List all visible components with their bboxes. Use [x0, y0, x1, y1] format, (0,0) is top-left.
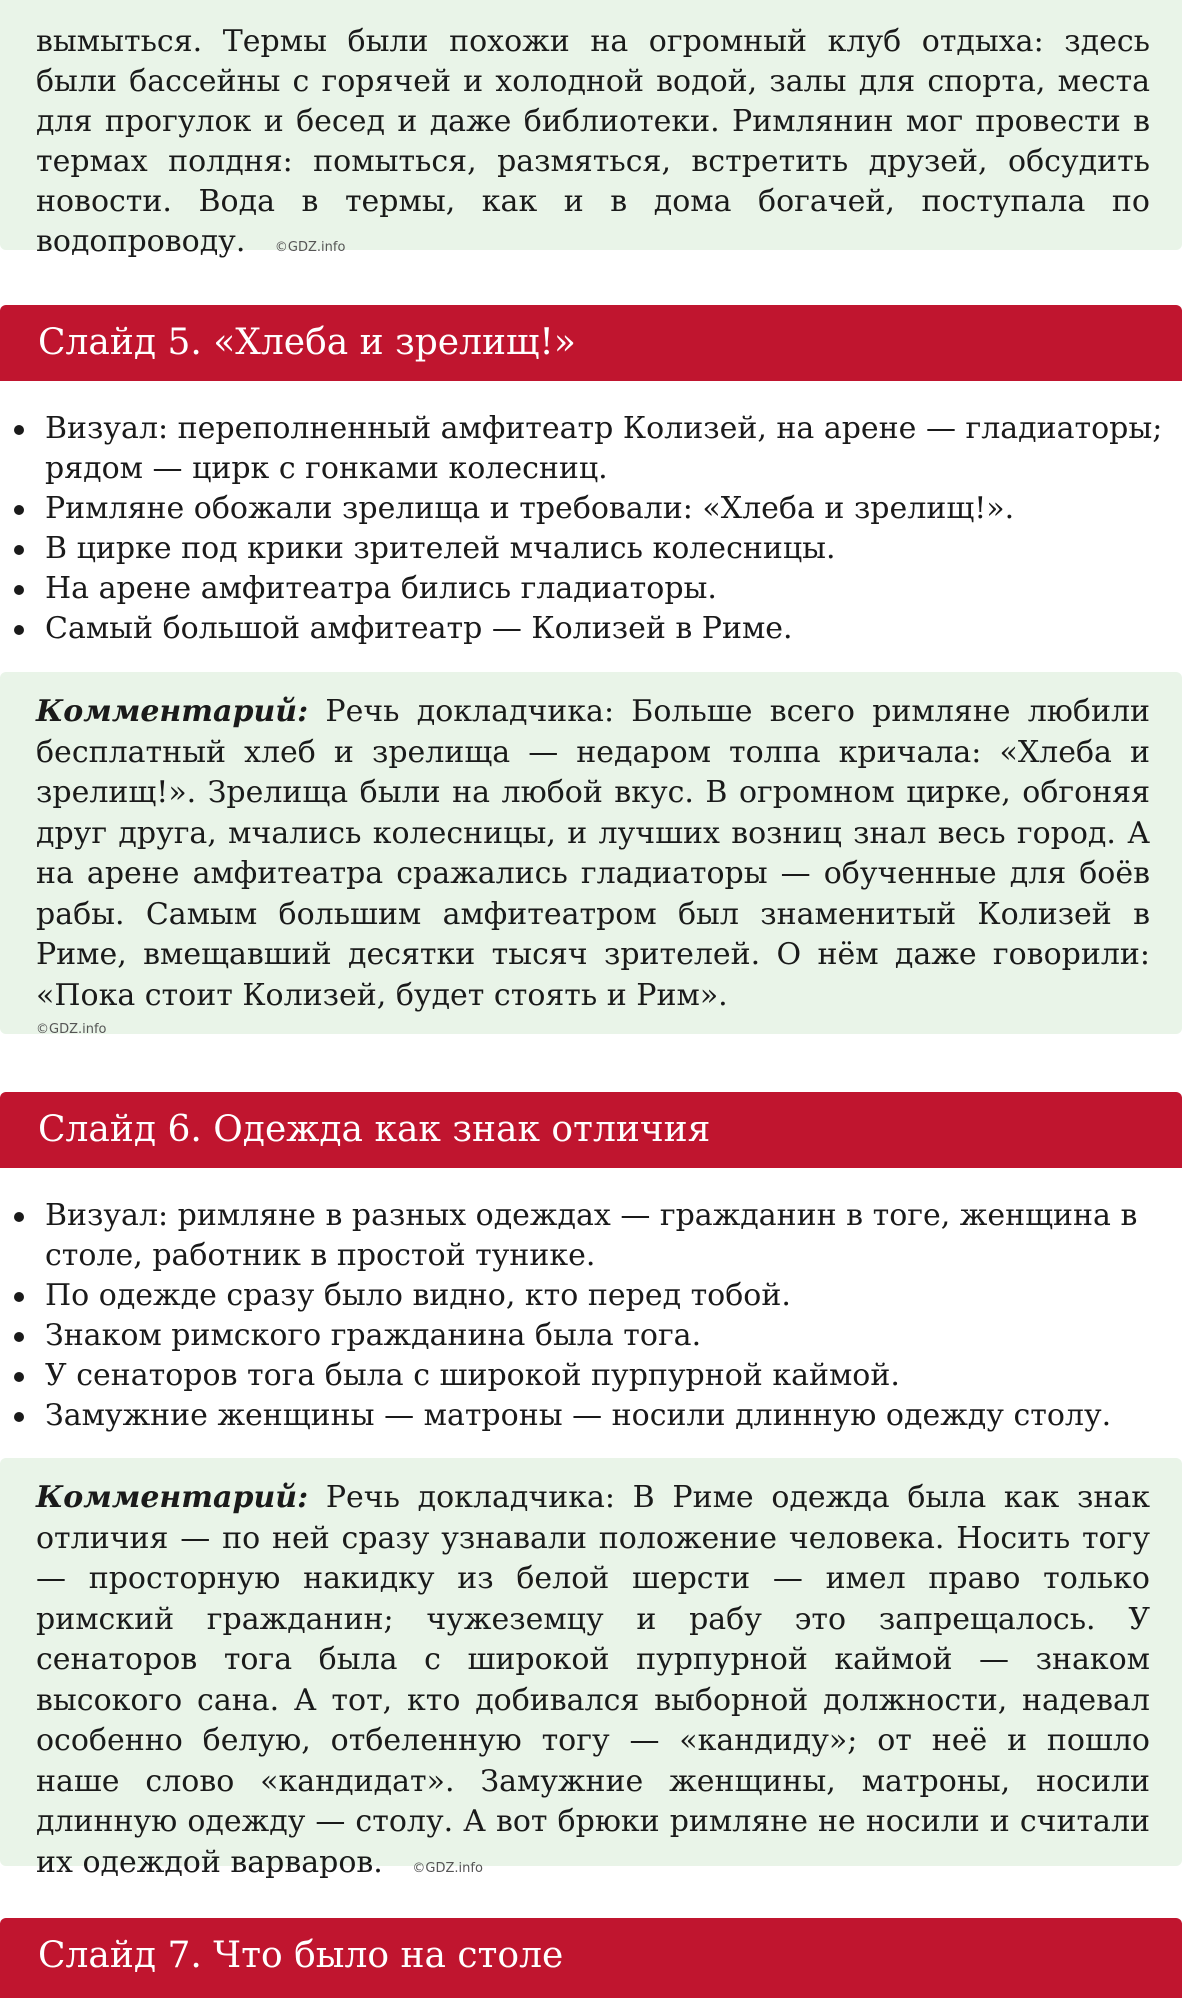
list-item: По одежде сразу было видно, кто перед тобой.: [0, 1276, 1182, 1316]
bullet-icon: [14, 1372, 24, 1382]
list-item: В цирке под крики зрителей мчались колесницы.: [0, 529, 1182, 569]
list-item: На арене амфитеатра бились гладиаторы.: [0, 569, 1182, 609]
intro-comment: [36, 22, 1150, 268]
slide6-comment-text: Речь докладчика: В Риме одежда была как знак отличия — по ней сразу узнавали положение человека. Носить тогу — просторную накидку из белой шерсти — имел право только римский гражданин; чужеземцу и рабу это запрещалось. У сенаторов тога была с широкой пурпурной каймой — знаком высокого сана. А тот, кто добивался выборной должности, надевал особенно белую, отбеленную тогу — «кандиду»; от неё и пошло наше слово «кандидат». Замужние женщины, матроны, носили длинную одежду — столу. А вот брюки римляне не носили и считали их одеждой варваров.: [36, 1480, 1150, 1880]
intro-comment-box: [0, 0, 1182, 259]
bullet-icon: [14, 1332, 24, 1342]
bullet-icon: [14, 625, 24, 635]
slide5-comment-box: [0, 672, 1182, 1037]
slide5-bullet-list: [0, 409, 1182, 649]
watermark: ©GDZ.info: [274, 240, 346, 255]
bullet-icon: [14, 425, 24, 435]
list-item: Визуал: римляне в разных одеждах — гражданин в тоге, женщина в столе, работник в простой тунике.: [0, 1196, 1182, 1276]
intro-comment-text: вымыться. Термы были похожи на огромный клуб отдыха: здесь были бассейны с горячей и холодной водой, залы для спорта, места для прогулок и бесед и даже библиотеки. Римлянин мог провести в термах полдня: помыться, размяться, встретить друзей, обсудить новости. Вода в термы, как и в дома богачей, поступала по водопроводу.: [36, 24, 1150, 259]
comment-label: Комментарий:: [36, 1480, 309, 1515]
comment-label: Комментарий:: [36, 694, 309, 729]
bullet-icon: [14, 1292, 24, 1302]
slide6-comment-box: [0, 1458, 1182, 1880]
list-item: У сенаторов тога была с широкой пурпурной каймой.: [0, 1356, 1182, 1396]
list-item: Визуал: переполненный амфитеатр Колизей, на арене — гладиаторы; рядом — цирк с гонками колесниц.: [0, 409, 1182, 489]
list-item: Замужние женщины — матроны — носили длинную одежду столу.: [0, 1396, 1182, 1436]
slide6-comment: [36, 1478, 1150, 1889]
slide7-title: Слайд 7. Что было на столе: [0, 1918, 1182, 1998]
bullet-icon: [14, 1212, 24, 1222]
watermark: ©GDZ.info: [412, 1860, 483, 1876]
bullet-icon: [14, 545, 24, 555]
slide6-bullet-list: [0, 1196, 1182, 1436]
list-item: Римляне обожали зрелища и требовали: «Хлеба и зрелищ!».: [0, 489, 1182, 529]
list-item: Знаком римского гражданина была тога.: [0, 1316, 1182, 1356]
slide6-title: Слайд 6. Одежда как знак отличия: [0, 1092, 1182, 1168]
bullet-icon: [14, 1412, 24, 1422]
bullet-icon: [14, 505, 24, 515]
list-item: Самый большой амфитеатр — Колизей в Риме.: [0, 609, 1182, 649]
watermark: ©GDZ.info: [36, 1022, 107, 1037]
slide5-title: Слайд 5. «Хлеба и зрелищ!»: [0, 305, 1182, 381]
slide5-comment-text: Речь докладчика: Больше всего римляне любили бесплатный хлеб и зрелища — недаром толпа кричала: «Хлеба и зрелищ!». Зрелища были на любой вкус. В огромном цирке, обгоняя друг друга, мчались колесницы, и лучших возниц знал весь город. А на арене амфитеатра сражались гладиаторы — обученные для боёв рабы. Самым большим амфитеатром был знаменитый Колизей в Риме, вмещавший десятки тысяч зрителей. О нём даже говорили: «Пока стоит Колизей, будет стоять и Рим».: [36, 694, 1150, 1013]
bullet-icon: [14, 585, 24, 595]
slide5-comment: [36, 692, 1150, 1016]
